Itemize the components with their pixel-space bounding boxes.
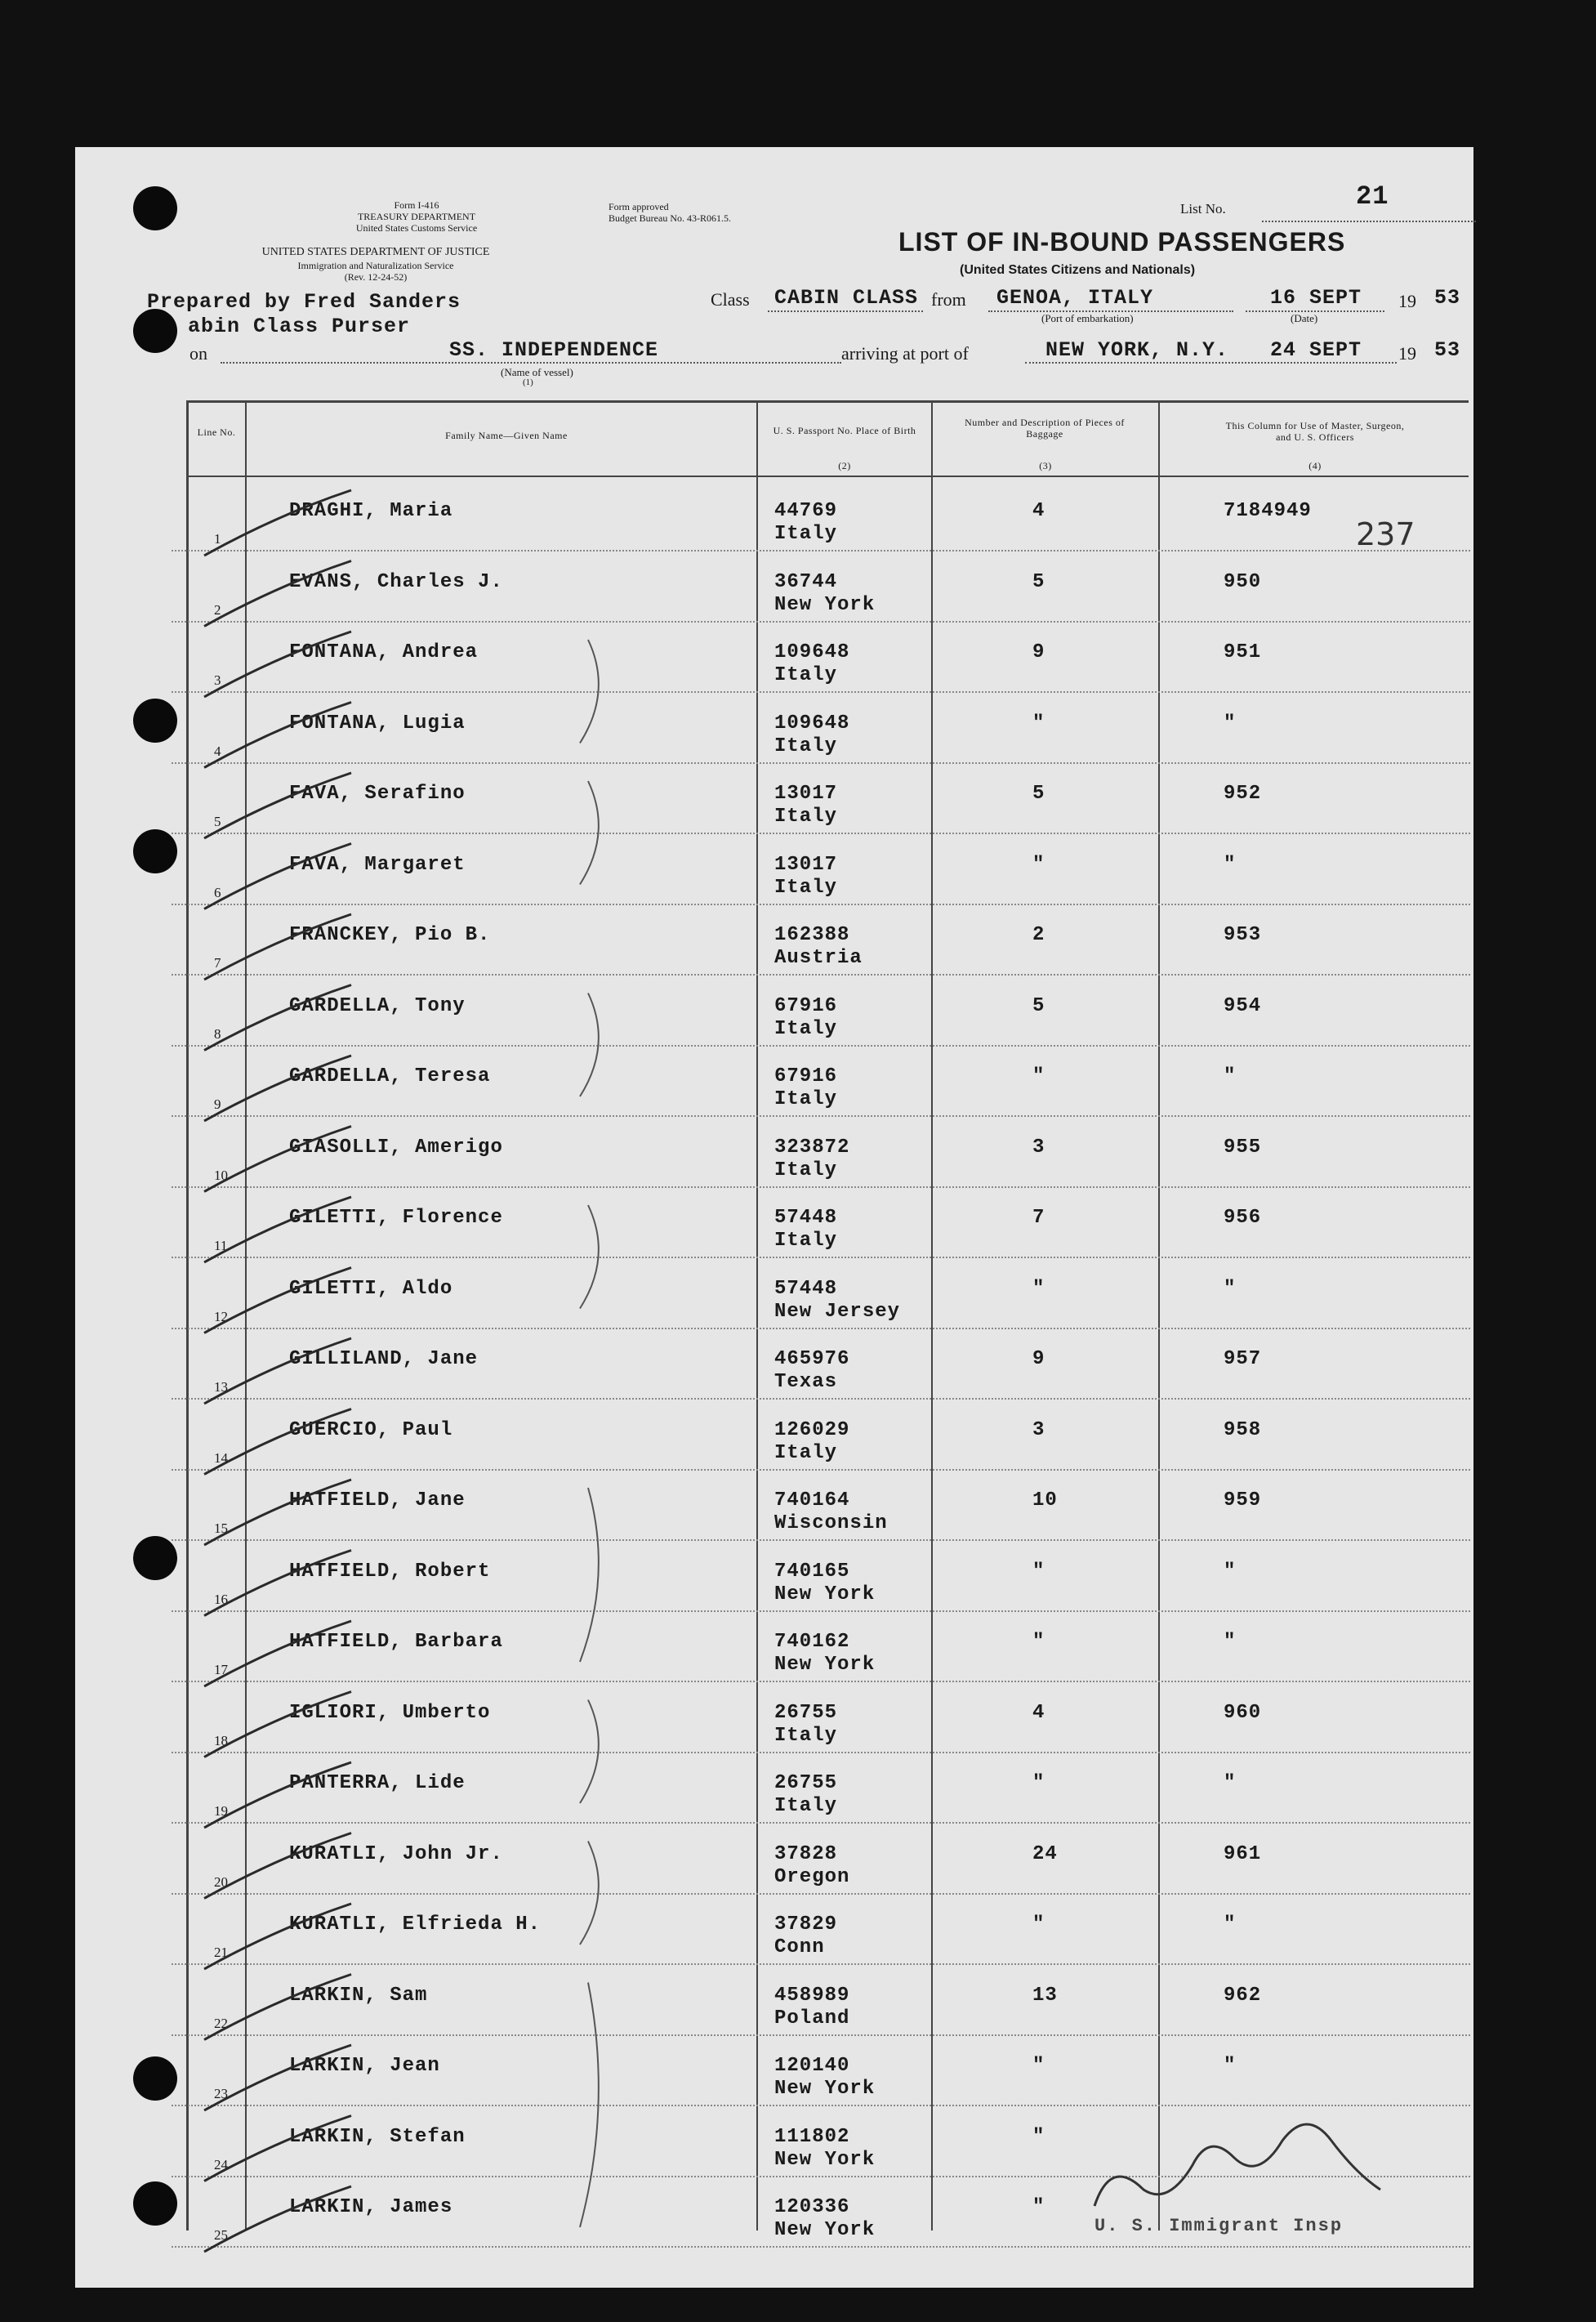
col-header-passport: U. S. Passport No. Place of Birth (773, 425, 916, 436)
line-number: 23 (214, 2086, 228, 2101)
handwritten-number: 237 (1356, 516, 1415, 552)
passenger-name: GARDELLA, Tony (289, 994, 466, 1017)
officer-number: 958 (1224, 1418, 1262, 1441)
year-prefix: 19 (1398, 291, 1416, 311)
arrival-port: NEW YORK, N.Y. (1045, 338, 1229, 362)
passenger-name: HATFIELD, Jane (289, 1489, 466, 1512)
officer-number: 953 (1224, 924, 1262, 946)
passenger-name: EVANS, Charles J. (289, 570, 503, 593)
place-of-birth: Italy (774, 664, 838, 686)
place-of-birth: New York (774, 1583, 876, 1605)
baggage-count: " (1032, 1631, 1045, 1653)
check-mark (204, 703, 351, 768)
officer-number: 950 (1224, 570, 1262, 593)
col-header-officers-no: (4) (1308, 460, 1322, 471)
line-number: 10 (214, 1167, 228, 1183)
line-number: 12 (214, 1308, 228, 1324)
baggage-count: 24 (1032, 1842, 1058, 1865)
treasury-dept: TREASURY DEPARTMENT (357, 211, 476, 222)
passport-number: 111802 (774, 2125, 850, 2148)
check-mark (204, 1551, 351, 1616)
passenger-name: FONTANA, Lugia (289, 712, 466, 735)
passenger-name: GILLILAND, Jane (289, 1348, 479, 1370)
place-of-birth: New Jersey (774, 1300, 901, 1323)
line-number: 16 (214, 1591, 228, 1607)
line-number: 24 (214, 2156, 228, 2172)
place-of-birth: New York (774, 2148, 876, 2171)
baggage-count: 9 (1032, 641, 1045, 663)
line-number: 25 (214, 2227, 228, 2243)
baggage-count: " (1032, 712, 1045, 735)
baggage-count: " (1032, 2196, 1045, 2218)
family-bracket (580, 994, 599, 1097)
passport-number: 740162 (774, 1631, 850, 1653)
passport-number: 13017 (774, 783, 838, 805)
baggage-count: " (1032, 1277, 1045, 1300)
passport-number: 458989 (774, 1984, 850, 2007)
passenger-name: GARDELLA, Teresa (289, 1065, 491, 1087)
vessel-caption: (Name of vessel) (501, 366, 573, 378)
place-of-birth: Italy (774, 735, 838, 757)
baggage-count: 13 (1032, 1984, 1058, 2007)
place-of-birth: New York (774, 2219, 876, 2241)
passport-number: 44769 (774, 500, 838, 522)
class-value: CABIN CLASS (774, 286, 919, 310)
baggage-count: 5 (1032, 783, 1045, 805)
passenger-name: GILETTI, Aldo (289, 1277, 453, 1300)
officer-number: " (1224, 1277, 1237, 1300)
family-bracket (580, 781, 599, 885)
passport-number: 126029 (774, 1418, 850, 1441)
check-mark (204, 1480, 351, 1545)
line-number: 7 (214, 955, 221, 971)
passenger-name: LARKIN, Stefan (289, 2125, 466, 2148)
line-number: 2 (214, 601, 221, 618)
line-number: 21 (214, 1945, 228, 1960)
passenger-name: GILETTI, Florence (289, 1207, 503, 1229)
passport-number: 26755 (774, 1701, 838, 1724)
baggage-count: " (1032, 2055, 1045, 2077)
passenger-name: FAVA, Margaret (289, 853, 466, 876)
check-mark (204, 1056, 351, 1121)
passenger-name: FAVA, Serafino (289, 783, 466, 805)
officer-number: 959 (1224, 1489, 1262, 1512)
officer-number: 956 (1224, 1207, 1262, 1229)
place-of-birth: New York (774, 2078, 876, 2100)
col-header-baggage-no: (3) (1039, 460, 1052, 471)
check-mark (204, 985, 351, 1051)
place-of-birth: Italy (774, 876, 838, 899)
baggage-count: 4 (1032, 1701, 1045, 1724)
page-title: LIST OF IN-BOUND PASSENGERS (898, 227, 1346, 257)
officer-number: " (1224, 1560, 1237, 1583)
port-embark-caption: (Port of embarkation) (1041, 312, 1134, 324)
line-number: 1 (214, 531, 221, 547)
line-number: 13 (214, 1379, 228, 1395)
baggage-count: " (1032, 1065, 1045, 1087)
passenger-name: KURATLI, John Jr. (289, 1842, 503, 1865)
check-mark (204, 1762, 351, 1828)
passport-number: 57448 (774, 1207, 838, 1229)
passport-number: 162388 (774, 924, 850, 946)
place-of-birth: Italy (774, 1795, 838, 1817)
passport-number: 740165 (774, 1560, 850, 1583)
officer-number: " (1224, 1065, 1237, 1087)
baggage-count: 7 (1032, 1207, 1045, 1229)
passenger-name: FONTANA, Andrea (289, 641, 479, 663)
place-of-birth: Italy (774, 1088, 838, 1110)
place-of-birth: Austria (774, 947, 863, 969)
passenger-name: LARKIN, Jean (289, 2055, 440, 2077)
place-of-birth: Italy (774, 1230, 838, 1252)
place-of-birth: Texas (774, 1371, 838, 1393)
place-of-birth: Poland (774, 2007, 850, 2030)
passport-number: 323872 (774, 1136, 850, 1159)
check-mark (204, 1409, 351, 1475)
family-bracket (580, 1488, 599, 1662)
passport-number: 120140 (774, 2055, 850, 2077)
col-header-officers: This Column for Use of Master, Surgeon, and U. S. Officers (1225, 420, 1405, 443)
line-number: 14 (214, 1449, 228, 1466)
list-no-label: List No. (1180, 201, 1226, 217)
line-number: 18 (214, 1732, 228, 1748)
immigrant-inspector-stamp: U. S. Immigrant Insp (1094, 2216, 1344, 2236)
officer-number: 7184949 (1224, 500, 1312, 522)
family-bracket (580, 1983, 599, 2228)
form-number: Form I-416 (394, 199, 439, 211)
officer-number: 960 (1224, 1701, 1262, 1724)
from-label: from (931, 289, 966, 310)
baggage-count: " (1032, 2125, 1045, 2148)
place-of-birth: Italy (774, 1441, 838, 1464)
line-number: 4 (214, 743, 221, 759)
passport-number: 57448 (774, 1277, 838, 1300)
line-number: 17 (214, 1662, 228, 1677)
passenger-name: LARKIN, Sam (289, 1984, 428, 2007)
check-mark (204, 1268, 351, 1333)
place-of-birth: Italy (774, 1017, 838, 1040)
passenger-name: DRAGHI, Maria (289, 500, 453, 522)
check-mark (204, 773, 351, 838)
page-subtitle: (United States Citizens and Nationals) (960, 263, 1196, 277)
check-mark (204, 1197, 351, 1262)
place-of-birth: Italy (774, 523, 838, 545)
prepared-by: Prepared by Fred Sanders (147, 290, 461, 314)
place-of-birth: Oregon (774, 1865, 850, 1888)
officer-number: 951 (1224, 641, 1262, 663)
form-approved: Form approved (609, 201, 669, 212)
passport-number: 13017 (774, 853, 838, 876)
place-of-birth: Italy (774, 1724, 838, 1747)
prepared-role: abin Class Purser (188, 315, 411, 338)
officer-number: " (1224, 1631, 1237, 1653)
arrival-year: 53 (1434, 338, 1461, 362)
baggage-count: 2 (1032, 924, 1045, 946)
baggage-count: 3 (1032, 1136, 1045, 1159)
line-number: 5 (214, 814, 221, 829)
baggage-count: 3 (1032, 1418, 1045, 1441)
check-mark (204, 1904, 351, 1969)
check-mark (204, 2186, 351, 2252)
date-caption: (Date) (1291, 312, 1318, 324)
officer-number: 954 (1224, 994, 1262, 1017)
passport-number: 740164 (774, 1489, 850, 1512)
passport-number: 26755 (774, 1772, 838, 1794)
justice-dept: UNITED STATES DEPARTMENT OF JUSTICE (261, 246, 490, 258)
place-of-birth: Wisconsin (774, 1512, 888, 1534)
vessel-name: SS. INDEPENDENCE (449, 338, 659, 362)
passenger-name: KURATLI, Elfrieda H. (289, 1913, 542, 1936)
passport-number: 67916 (774, 994, 838, 1017)
officer-number: 952 (1224, 783, 1262, 805)
line-number: 19 (214, 1803, 228, 1819)
baggage-count: " (1032, 1772, 1045, 1794)
family-bracket (580, 1700, 599, 1804)
passport-number: 67916 (774, 1065, 838, 1087)
depart-date: 16 SEPT (1270, 286, 1362, 310)
check-mark (204, 1338, 351, 1404)
passenger-name: FRANCKEY, Pio B. (289, 924, 491, 946)
from-value: GENOA, ITALY (996, 286, 1154, 310)
passport-number: 120336 (774, 2196, 850, 2218)
passenger-name: IGLIORI, Umberto (289, 1701, 491, 1724)
officer-number: 961 (1224, 1842, 1262, 1865)
passport-number: 37829 (774, 1913, 838, 1936)
line-number: 20 (214, 1873, 228, 1890)
officer-number: " (1224, 712, 1237, 735)
line-number: 8 (214, 1025, 221, 1042)
budget-bureau: Budget Bureau No. 43-R061.5. (609, 212, 731, 224)
passport-number: 109648 (774, 641, 850, 663)
passenger-name: HATFIELD, Barbara (289, 1631, 503, 1653)
officer-number: " (1224, 1913, 1237, 1936)
col-header-baggage: Number and Description of Pieces of Baggage (965, 417, 1125, 440)
line-number: 3 (214, 672, 221, 688)
place-of-birth: New York (774, 593, 876, 616)
line-number: 6 (214, 884, 221, 900)
customs-service: United States Customs Service (355, 222, 478, 234)
col-header-name: Family Name—Given Name (445, 430, 568, 441)
check-mark (204, 632, 351, 697)
passenger-name: HATFIELD, Robert (289, 1560, 491, 1583)
officer-number: 957 (1224, 1348, 1262, 1370)
family-bracket (580, 1842, 599, 1945)
passport-number: 109648 (774, 712, 850, 735)
passenger-name: GIASOLLI, Amerigo (289, 1136, 503, 1159)
line-number: 11 (214, 1238, 228, 1253)
place-of-birth: Conn (774, 1936, 825, 1958)
arrival-year-prefix: 19 (1398, 343, 1416, 364)
check-mark (204, 2116, 351, 2181)
baggage-count: 9 (1032, 1348, 1045, 1370)
officer-number: " (1224, 1772, 1237, 1794)
baggage-count: 5 (1032, 570, 1045, 593)
place-of-birth: Italy (774, 806, 838, 828)
check-mark (204, 561, 351, 627)
baggage-count: 4 (1032, 500, 1045, 522)
officer-number: " (1224, 853, 1237, 876)
passport-number: 37828 (774, 1842, 838, 1865)
line-number: 15 (214, 1520, 228, 1536)
family-bracket (580, 1205, 599, 1309)
ins-service: Immigration and Naturalization Service (297, 260, 454, 271)
passenger-name: PANTERRA, Lide (289, 1772, 466, 1794)
check-mark (204, 490, 351, 556)
on-label: on (189, 343, 207, 364)
check-mark (204, 2045, 351, 2110)
col-header-line-no: Line No. (197, 426, 236, 438)
check-mark (204, 1621, 351, 1686)
officer-number: 955 (1224, 1136, 1262, 1159)
officer-number: " (1224, 2055, 1237, 2077)
inspector-signature (1094, 2124, 1380, 2206)
baggage-count: " (1032, 853, 1045, 876)
list-no-value: 21 (1356, 181, 1389, 212)
baggage-count: 5 (1032, 994, 1045, 1017)
baggage-count: " (1032, 1913, 1045, 1936)
check-mark (204, 1692, 351, 1757)
revision: (Rev. 12-24-52) (344, 271, 408, 283)
line-number: 22 (214, 2015, 228, 2031)
officer-number: 962 (1224, 1984, 1262, 2007)
place-of-birth: Italy (774, 1159, 838, 1181)
col-header-passport-no: (2) (838, 460, 851, 471)
baggage-count: 10 (1032, 1489, 1058, 1512)
passport-number: 36744 (774, 570, 838, 593)
check-mark (204, 1127, 351, 1192)
line-number: 9 (214, 1096, 221, 1112)
check-mark (204, 844, 351, 909)
passenger-name: GUERCIO, Paul (289, 1418, 453, 1441)
check-mark (204, 914, 351, 980)
arriving-label: arriving at port of (841, 343, 969, 364)
place-of-birth: New York (774, 1654, 876, 1676)
class-label: Class (711, 289, 750, 310)
baggage-count: " (1032, 1560, 1045, 1583)
check-mark (204, 1833, 351, 1899)
year: 53 (1434, 286, 1461, 310)
arrival-date: 24 SEPT (1270, 338, 1362, 362)
passport-number: 465976 (774, 1348, 850, 1370)
check-mark (204, 1975, 351, 2040)
passenger-name: LARKIN, James (289, 2196, 453, 2218)
vessel-col: (1) (523, 377, 533, 387)
family-bracket (580, 640, 599, 743)
